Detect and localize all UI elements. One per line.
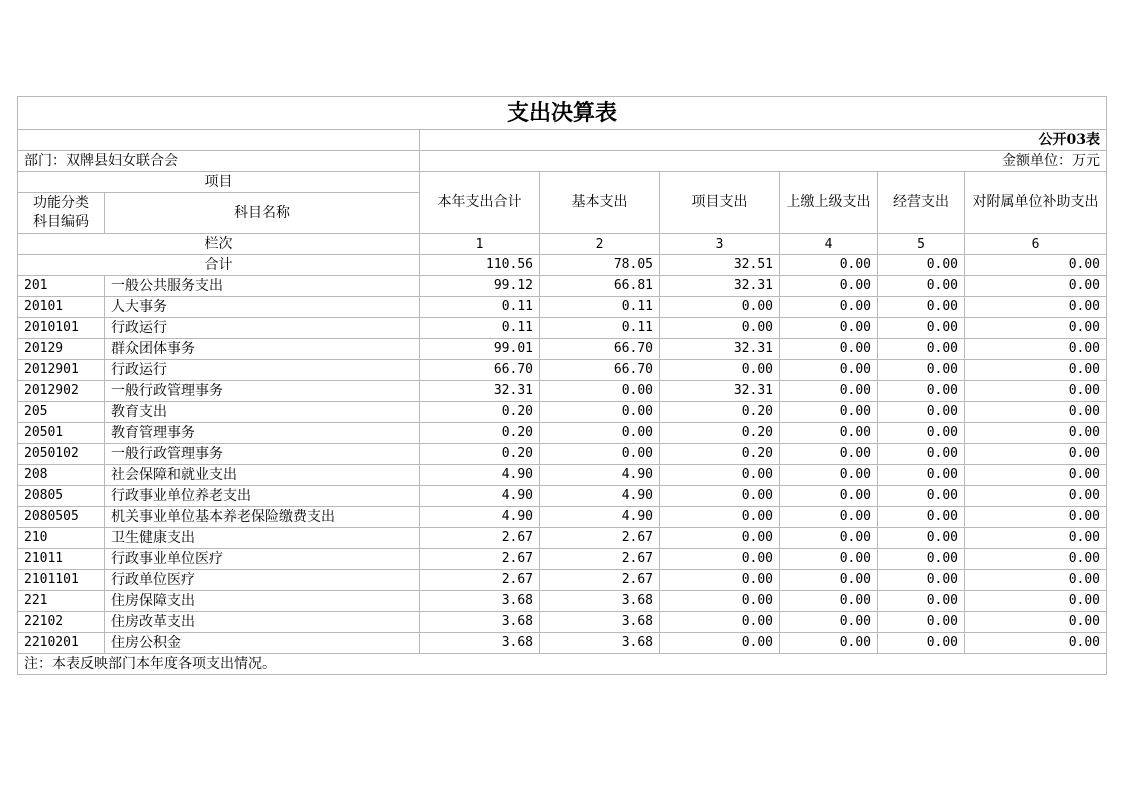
row-value: 0.00: [965, 444, 1107, 465]
row-value: 0.00: [780, 570, 878, 591]
row-value: 0.00: [878, 402, 965, 423]
table-row: [18, 507, 1107, 528]
header-project: 项目支出: [660, 172, 780, 234]
row-name: 行政事业单位医疗: [105, 549, 420, 570]
row-value: 0.00: [660, 570, 780, 591]
header-func-code: 功能分类 科目编码: [18, 193, 105, 234]
row-value: 0.00: [878, 318, 965, 339]
table-row: [18, 612, 1107, 633]
row-value: 0.00: [965, 465, 1107, 486]
row-value: 4.90: [420, 507, 540, 528]
row-name: 行政单位医疗: [105, 570, 420, 591]
row-name: 一般行政管理事务: [105, 444, 420, 465]
row-value: 0.00: [660, 465, 780, 486]
row-value: 2.67: [420, 528, 540, 549]
row-code: 20805: [18, 486, 105, 507]
total-value: 0.00: [965, 255, 1107, 276]
row-value: 0.00: [965, 318, 1107, 339]
row-value: 0.11: [420, 318, 540, 339]
row-name: 住房公积金: [105, 633, 420, 654]
row-value: 0.00: [965, 381, 1107, 402]
row-name: 住房改革支出: [105, 612, 420, 633]
table-row: [18, 360, 1107, 381]
col-num-4: 4: [780, 234, 878, 255]
total-value: 78.05: [540, 255, 660, 276]
row-code: 2210201: [18, 633, 105, 654]
row-value: 0.00: [780, 276, 878, 297]
row-value: 99.01: [420, 339, 540, 360]
table-row: [18, 591, 1107, 612]
col-num-6: 6: [965, 234, 1107, 255]
row-value: 4.90: [540, 486, 660, 507]
col-num-1: 1: [420, 234, 540, 255]
row-value: 0.00: [780, 444, 878, 465]
row-value: 2.67: [540, 570, 660, 591]
row-value: 0.00: [660, 612, 780, 633]
row-name: 卫生健康支出: [105, 528, 420, 549]
row-value: 0.20: [420, 444, 540, 465]
row-code: 20501: [18, 423, 105, 444]
header-subject-name: 科目名称: [105, 193, 420, 234]
table-row: [18, 465, 1107, 486]
row-value: 0.00: [780, 549, 878, 570]
row-value: 0.00: [660, 297, 780, 318]
row-value: 0.00: [965, 297, 1107, 318]
table-row: [18, 402, 1107, 423]
row-value: 0.00: [878, 444, 965, 465]
row-value: 0.20: [660, 423, 780, 444]
row-value: 4.90: [540, 465, 660, 486]
header-item: 项目: [18, 172, 420, 193]
row-code: 210: [18, 528, 105, 549]
table-row: [18, 444, 1107, 465]
total-value: 0.00: [780, 255, 878, 276]
row-value: 0.00: [878, 612, 965, 633]
expenditure-table: [17, 96, 1107, 675]
table-row: [18, 423, 1107, 444]
row-name: 一般行政管理事务: [105, 381, 420, 402]
page-title: 支出决算表: [18, 97, 1107, 130]
row-code: 2010101: [18, 318, 105, 339]
table-row: [18, 486, 1107, 507]
row-value: 0.00: [878, 276, 965, 297]
row-value: 3.68: [540, 633, 660, 654]
row-value: 0.00: [780, 402, 878, 423]
row-code: 201: [18, 276, 105, 297]
row-name: 一般公共服务支出: [105, 276, 420, 297]
row-value: 0.00: [660, 633, 780, 654]
row-value: 0.00: [878, 339, 965, 360]
row-value: 0.00: [878, 507, 965, 528]
header-lanci: 栏次: [18, 234, 420, 255]
total-row: [18, 255, 1107, 276]
row-code: 20129: [18, 339, 105, 360]
row-value: 0.00: [780, 591, 878, 612]
row-code: 2012901: [18, 360, 105, 381]
header-total: 本年支出合计: [420, 172, 540, 234]
table-row: [18, 318, 1107, 339]
row-value: 0.00: [965, 570, 1107, 591]
row-value: 0.20: [420, 423, 540, 444]
col-num-5: 5: [878, 234, 965, 255]
row-value: 0.00: [878, 591, 965, 612]
row-value: 0.00: [780, 297, 878, 318]
expenditure-sheet: [17, 96, 1106, 675]
row-value: 0.11: [540, 297, 660, 318]
header-business: 经营支出: [878, 172, 965, 234]
table-row: [18, 633, 1107, 654]
row-name: 住房保障支出: [105, 591, 420, 612]
row-value: 99.12: [420, 276, 540, 297]
row-value: 0.00: [878, 381, 965, 402]
col-num-3: 3: [660, 234, 780, 255]
footnote: 注：本表反映部门本年度各项支出情况。: [18, 654, 1107, 675]
row-name: 社会保障和就业支出: [105, 465, 420, 486]
row-value: 0.00: [660, 360, 780, 381]
row-name: 行政运行: [105, 360, 420, 381]
row-value: 3.68: [420, 633, 540, 654]
row-value: 3.68: [540, 612, 660, 633]
header-upper: 上缴上级支出: [780, 172, 878, 234]
total-label: 合计: [18, 255, 420, 276]
row-value: 0.00: [878, 297, 965, 318]
row-value: 0.00: [878, 633, 965, 654]
row-value: 2.67: [540, 549, 660, 570]
table-row: [18, 570, 1107, 591]
row-name: 教育支出: [105, 402, 420, 423]
row-value: 0.11: [420, 297, 540, 318]
row-value: 0.00: [965, 507, 1107, 528]
row-code: 22102: [18, 612, 105, 633]
unit-label: 金额单位：万元: [420, 151, 1107, 172]
row-value: 0.00: [965, 612, 1107, 633]
row-value: 0.00: [780, 381, 878, 402]
row-name: 群众团体事务: [105, 339, 420, 360]
row-value: 0.00: [780, 528, 878, 549]
row-value: 4.90: [420, 465, 540, 486]
row-value: 0.00: [540, 423, 660, 444]
table-number: 公开03表: [420, 130, 1107, 151]
row-name: 教育管理事务: [105, 423, 420, 444]
row-value: 66.81: [540, 276, 660, 297]
row-value: 0.00: [878, 360, 965, 381]
row-value: 4.90: [420, 486, 540, 507]
row-value: 0.00: [780, 465, 878, 486]
row-value: 0.11: [540, 318, 660, 339]
row-value: 66.70: [420, 360, 540, 381]
row-value: 2.67: [420, 549, 540, 570]
row-value: 0.00: [660, 528, 780, 549]
row-value: 0.00: [965, 402, 1107, 423]
row-code: 2050102: [18, 444, 105, 465]
row-value: 0.00: [965, 528, 1107, 549]
row-value: 0.00: [660, 591, 780, 612]
row-value: 32.31: [660, 276, 780, 297]
header-basic: 基本支出: [540, 172, 660, 234]
row-code: 221: [18, 591, 105, 612]
row-value: 0.00: [780, 360, 878, 381]
row-value: 0.00: [965, 486, 1107, 507]
row-value: 0.00: [780, 633, 878, 654]
row-value: 3.68: [540, 591, 660, 612]
row-code: 208: [18, 465, 105, 486]
row-value: 0.00: [965, 423, 1107, 444]
row-value: 0.00: [965, 591, 1107, 612]
row-value: 32.31: [660, 339, 780, 360]
row-name: 人大事务: [105, 297, 420, 318]
department-label: 部门：双牌县妇女联合会: [18, 151, 420, 172]
row-value: 3.68: [420, 591, 540, 612]
row-code: 20101: [18, 297, 105, 318]
row-value: 0.00: [780, 339, 878, 360]
row-value: 3.68: [420, 612, 540, 633]
row-value: 66.70: [540, 360, 660, 381]
row-value: 0.00: [878, 423, 965, 444]
row-value: 2.67: [540, 528, 660, 549]
row-name: 行政事业单位养老支出: [105, 486, 420, 507]
row-value: 2.67: [420, 570, 540, 591]
row-value: 0.00: [540, 402, 660, 423]
row-code: 2101101: [18, 570, 105, 591]
row-value: 66.70: [540, 339, 660, 360]
row-value: 0.00: [965, 276, 1107, 297]
row-value: 0.20: [660, 444, 780, 465]
row-value: 0.00: [878, 465, 965, 486]
row-value: 0.00: [540, 381, 660, 402]
table-row: [18, 276, 1107, 297]
row-value: 0.00: [878, 549, 965, 570]
table-row: [18, 549, 1107, 570]
row-value: 0.20: [660, 402, 780, 423]
row-value: 0.00: [878, 570, 965, 591]
row-value: 0.00: [780, 612, 878, 633]
row-code: 21011: [18, 549, 105, 570]
row-value: 0.00: [660, 318, 780, 339]
table-row: [18, 339, 1107, 360]
row-value: 0.00: [965, 360, 1107, 381]
row-value: 0.00: [780, 507, 878, 528]
header-subsidy: 对附属单位补助支出: [965, 172, 1107, 234]
row-value: 0.00: [878, 528, 965, 549]
total-value: 110.56: [420, 255, 540, 276]
row-value: 0.00: [878, 486, 965, 507]
row-value: 0.00: [780, 486, 878, 507]
col-num-2: 2: [540, 234, 660, 255]
row-value: 0.00: [660, 507, 780, 528]
row-value: 4.90: [540, 507, 660, 528]
total-value: 32.51: [660, 255, 780, 276]
row-value: 0.00: [660, 486, 780, 507]
total-value: 0.00: [878, 255, 965, 276]
row-value: 0.00: [780, 423, 878, 444]
table-row: [18, 528, 1107, 549]
row-code: 2080505: [18, 507, 105, 528]
table-row: [18, 297, 1107, 318]
row-value: 0.00: [540, 444, 660, 465]
row-value: 0.00: [965, 339, 1107, 360]
row-value: 0.00: [660, 549, 780, 570]
row-value: 0.00: [965, 633, 1107, 654]
row-value: 0.20: [420, 402, 540, 423]
row-value: 0.00: [780, 318, 878, 339]
row-value: 32.31: [420, 381, 540, 402]
row-name: 机关事业单位基本养老保险缴费支出: [105, 507, 420, 528]
row-value: 32.31: [660, 381, 780, 402]
row-value: 0.00: [965, 549, 1107, 570]
row-code: 205: [18, 402, 105, 423]
table-row: [18, 381, 1107, 402]
row-code: 2012902: [18, 381, 105, 402]
row-name: 行政运行: [105, 318, 420, 339]
